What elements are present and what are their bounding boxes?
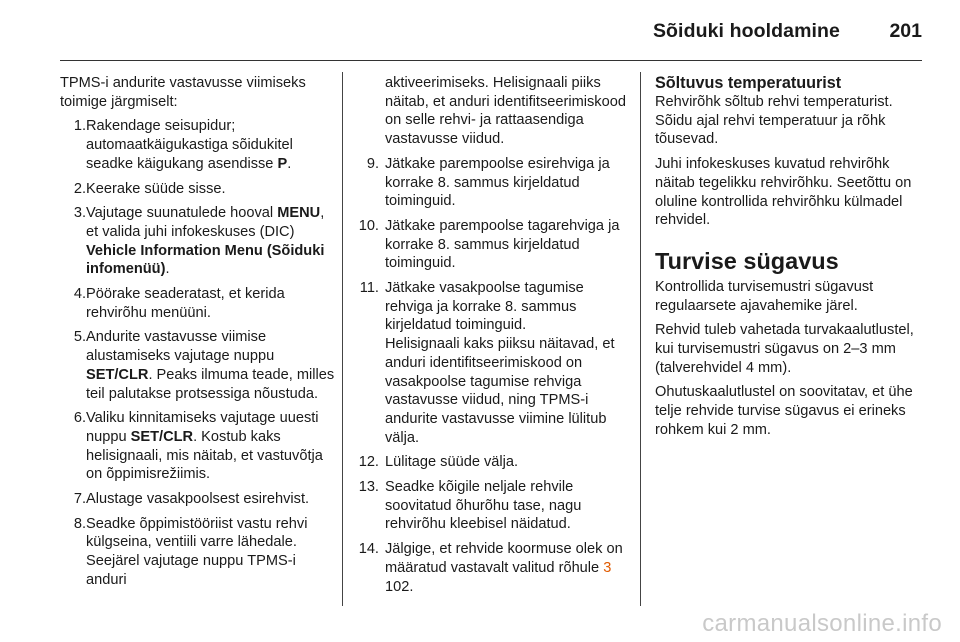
step-item [60,490,335,509]
step-text: , et valida juhi infokeskuses (DIC) [86,205,325,240]
paragraph: Juhi infokeskuses kuvatud rehvirõhk näitab tegelikku rehvirõhku. Seetõttu on oluline kontrollida rehvirõhku külmadel rehvidel. [655,156,912,229]
watermark: carmanualsonline.info [702,610,942,637]
step-text: Lülitage süüde välja. [385,454,519,471]
step-item [355,453,627,472]
page-reference-icon: 3 [603,559,612,576]
step-text: . Peaks ilmuma teade, milles teil palutakse protsessiga nõustuda. [86,366,335,402]
step-item [355,540,627,596]
section-title: Sõiduki hooldamine [652,20,840,42]
step-number: 12. [358,454,379,471]
step-number: 6. [73,410,86,427]
step-item [60,515,335,590]
paragraph: Ohutuskaalutlustel on soovitatav, et ühe telje rehvide turvise sügavus ei erineks rohkem kui 2 mm. [655,384,913,438]
step-text: . [165,261,170,278]
header-divider [60,60,922,61]
intro-paragraph: TPMS-i andurite vastavusse viimiseks toimige järgmiselt: [60,75,306,110]
step-item [355,155,627,211]
step-emphasis: SET/CLR [86,366,149,383]
step-emphasis: SET/CLR [130,428,194,445]
step-number: 2. [73,180,86,197]
step-text: Rakendage seisupidur; automaatkäigukastiga sõidukitel seadke käigukang asendisse [86,118,293,172]
step-text: Seadke õppimistööriist vastu rehvi külgseina, ventiili varre lähedale. Seejärel vajutage nuppu TPMS-i anduri [86,515,308,588]
column-divider-2 [640,72,641,606]
step-number: 13. [358,479,379,496]
step-text: Jätkake vasakpoolse tagumise rehviga ja korrake 8. sammus kirjeldatud toiminguid. [385,280,584,334]
step-item [60,409,335,484]
step-item [60,180,335,199]
column-1 [60,74,335,596]
step-emphasis: MENU [277,205,321,222]
step-text: Jälgige, et rehvide koormuse olek on määratud vastavalt valitud rõhule [385,541,623,576]
step-number: 7. [73,491,86,508]
step-text: Valiku kinnitamiseks vajutage uuesti nuppu [86,410,319,445]
step-number: 9. [366,155,379,172]
step-emphasis: Vehicle Information Menu (Sõiduki infomenüü) [86,242,325,278]
section-heading-tread-depth: Turvise sügavus [655,247,839,274]
step-number: 14. [358,541,379,558]
step-text: Pöörake seaderatast, et kerida rehvirõhu menüüni. [86,286,285,321]
steps-list-1 [60,117,335,589]
step-continuation: aktiveerimiseks. Helisignaali piiks näitab, et anduri identifitseerimiskood on selle rehvi- ja rattaasendiga vastavusse viidud. [385,75,626,148]
step-text: Andurite vastavusse viimise alustamiseks vajutage nuppu [86,329,275,365]
step-text-extra: Helisignaali kaks piiksu näitavad, et anduri identifitseerimiskood on vasakpoolse tagumise rehviga vastavusse viidud, ning TPMS-i andurite vastavusse viimine lülitub välja. [385,336,615,446]
column-divider-1 [342,72,343,606]
step-item [60,117,335,173]
paragraph: Rehvirõhk sõltub rehvi temperaturist. Sõidu ajal rehvi temperatuur ja rõhk tõusevad. [655,94,893,148]
step-text: . [287,155,292,172]
step-number: 3. [73,205,86,222]
step-number: 10. [358,217,379,234]
step-number: 1. [73,118,86,135]
steps-list-2 [355,155,627,596]
step-text: Keerake süüde sisse. [86,180,226,197]
step-item [355,478,627,534]
paragraph: Kontrollida turvisemustri sügavust regulaarsete ajavahemike järel. [655,278,874,314]
page-reference[interactable]: 102. [385,578,414,595]
step-number: 11. [359,280,379,297]
step-item [60,328,335,403]
step-item [60,204,335,279]
column-3 [655,74,923,446]
step-text: Alustage vasakpoolsest esirehvist. [86,491,310,508]
step-emphasis: P [277,155,288,172]
step-number: 5. [73,329,86,346]
step-text: Seadke kõigile neljale rehvile soovitatud õhurõhu tase, nagu rehvirõhu kleebisel näidatud. [385,479,582,533]
step-text: Vajutage suunatulede hooval [86,205,278,222]
step-item [60,285,335,322]
step-number: 4. [73,286,86,303]
step-item [355,217,627,273]
step-text: Jätkake parempoolse tagarehviga ja korrake 8. sammus kirjeldatud toiminguid. [385,217,620,272]
paragraph: Rehvid tuleb vahetada turvakaalutlustel, kui turvisemustri sügavus on 2–3 mm (talverehvidel 4 mm). [655,322,914,376]
step-item [355,279,627,447]
section-heading-temperature: Sõltuvus temperatuurist [655,74,842,92]
step-number: 8. [73,515,86,532]
page-number: 201 [889,20,922,42]
step-text: Jätkake parempoolse esirehviga ja korrake 8. sammus kirjeldatud toiminguid. [385,155,610,210]
step-text: . Kostub kaks helisignaali, mis näitab, et vastuvõtja on õppimisrežiimis. [86,428,323,483]
column-2 [355,74,627,602]
